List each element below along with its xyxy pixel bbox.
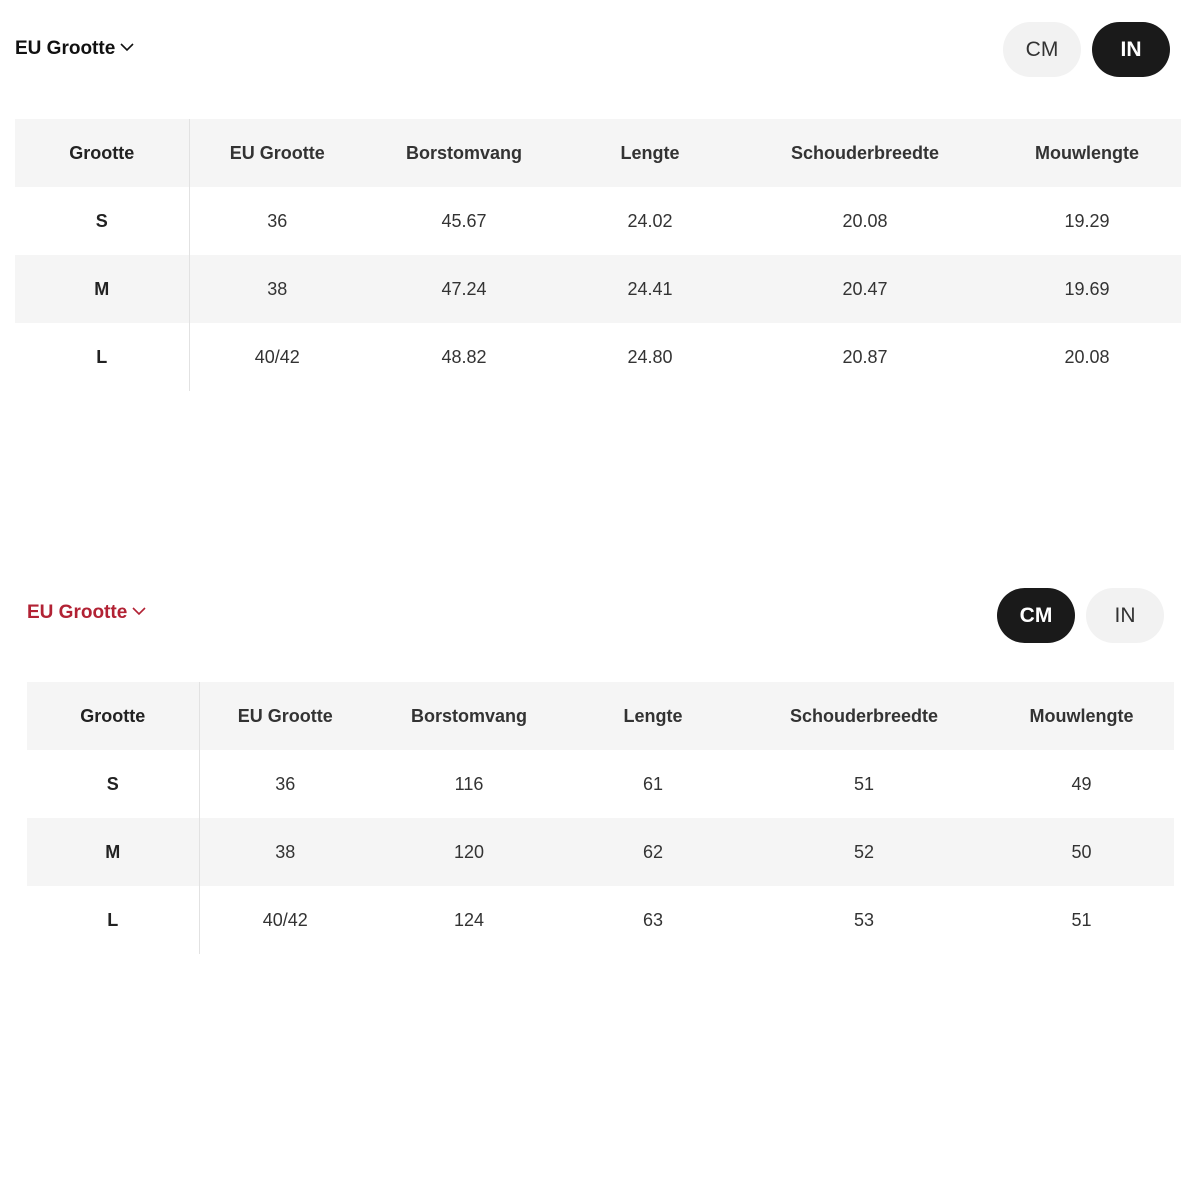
table-row <box>15 323 1181 391</box>
header-size: Grootte <box>27 682 199 750</box>
table-row <box>27 750 1174 818</box>
cell-length: 63 <box>642 909 664 930</box>
size-table <box>27 682 1174 954</box>
cell-chest: 120 <box>453 841 485 862</box>
cell-chest: 45.67 <box>441 210 487 231</box>
table-header-row <box>27 682 1174 750</box>
table-row <box>15 255 1181 323</box>
header-length: Lengte <box>620 142 680 163</box>
cell-shoulder-width: 20.08 <box>842 210 888 231</box>
header-sleeve-length: Mouwlengte <box>1035 142 1139 163</box>
cell-sleeve-length: 49 <box>1071 773 1092 794</box>
size-table <box>15 119 1181 391</box>
cell-size: L <box>27 886 199 954</box>
header-shoulder-width: Schouderbreedte <box>789 705 939 726</box>
cell-sleeve-length: 50 <box>1071 841 1092 862</box>
cell-sleeve-length: 19.69 <box>1064 278 1110 299</box>
table-row <box>27 818 1174 886</box>
size-system-label: EU Grootte <box>27 602 128 623</box>
cell-eu-size: 36 <box>267 210 288 231</box>
cell-size: S <box>15 187 189 255</box>
chevron-down-icon <box>120 43 134 52</box>
cell-shoulder-width: 53 <box>853 909 875 930</box>
header-chest: Borstomvang <box>405 142 522 163</box>
header-chest: Borstomvang <box>410 705 527 726</box>
table-header-row <box>15 119 1181 187</box>
cell-chest: 47.24 <box>441 278 487 299</box>
cell-eu-size: 38 <box>275 841 296 862</box>
cell-shoulder-width: 20.87 <box>842 346 888 367</box>
cell-shoulder-width: 20.47 <box>842 278 888 299</box>
unit-button-in[interactable]: IN <box>1092 22 1170 77</box>
header-shoulder-width: Schouderbreedte <box>790 142 940 163</box>
cell-chest: 116 <box>454 773 484 794</box>
cell-eu-size: 36 <box>275 773 296 794</box>
unit-toggle <box>1003 22 1170 77</box>
header-eu-size: EU Grootte <box>237 705 333 726</box>
cell-size: M <box>15 255 189 323</box>
cell-chest: 124 <box>453 909 485 930</box>
cell-sleeve-length: 20.08 <box>1064 346 1110 367</box>
table-row <box>27 886 1174 954</box>
table-row <box>15 187 1181 255</box>
header-size: Grootte <box>15 119 189 187</box>
header-length: Lengte <box>623 705 683 726</box>
cell-sleeve-length: 19.29 <box>1064 210 1110 231</box>
cell-size: L <box>15 323 189 391</box>
size-system-label: EU Grootte <box>15 38 116 59</box>
unit-button-cm[interactable]: CM <box>997 588 1075 643</box>
cell-length: 24.41 <box>627 278 673 299</box>
cell-sleeve-length: 51 <box>1071 909 1092 930</box>
unit-button-cm[interactable]: CM <box>1003 22 1081 77</box>
cell-length: 24.80 <box>627 346 673 367</box>
cell-size: S <box>27 750 199 818</box>
cell-length: 61 <box>642 773 664 794</box>
size-system-dropdown[interactable] <box>15 38 134 60</box>
cell-eu-size: 40/42 <box>262 909 308 930</box>
size-system-dropdown[interactable] <box>27 602 146 624</box>
cell-eu-size: 40/42 <box>254 346 300 367</box>
cell-length: 24.02 <box>627 210 673 231</box>
unit-toggle <box>997 588 1164 643</box>
cell-shoulder-width: 51 <box>853 773 875 794</box>
cell-eu-size: 38 <box>267 278 288 299</box>
cell-chest: 48.82 <box>441 346 487 367</box>
cell-length: 62 <box>642 841 664 862</box>
header-eu-size: EU Grootte <box>229 142 325 163</box>
unit-button-in[interactable]: IN <box>1086 588 1164 643</box>
cell-shoulder-width: 52 <box>853 841 875 862</box>
cell-size: M <box>27 818 199 886</box>
chevron-down-icon <box>132 607 146 616</box>
header-sleeve-length: Mouwlengte <box>1029 705 1134 726</box>
